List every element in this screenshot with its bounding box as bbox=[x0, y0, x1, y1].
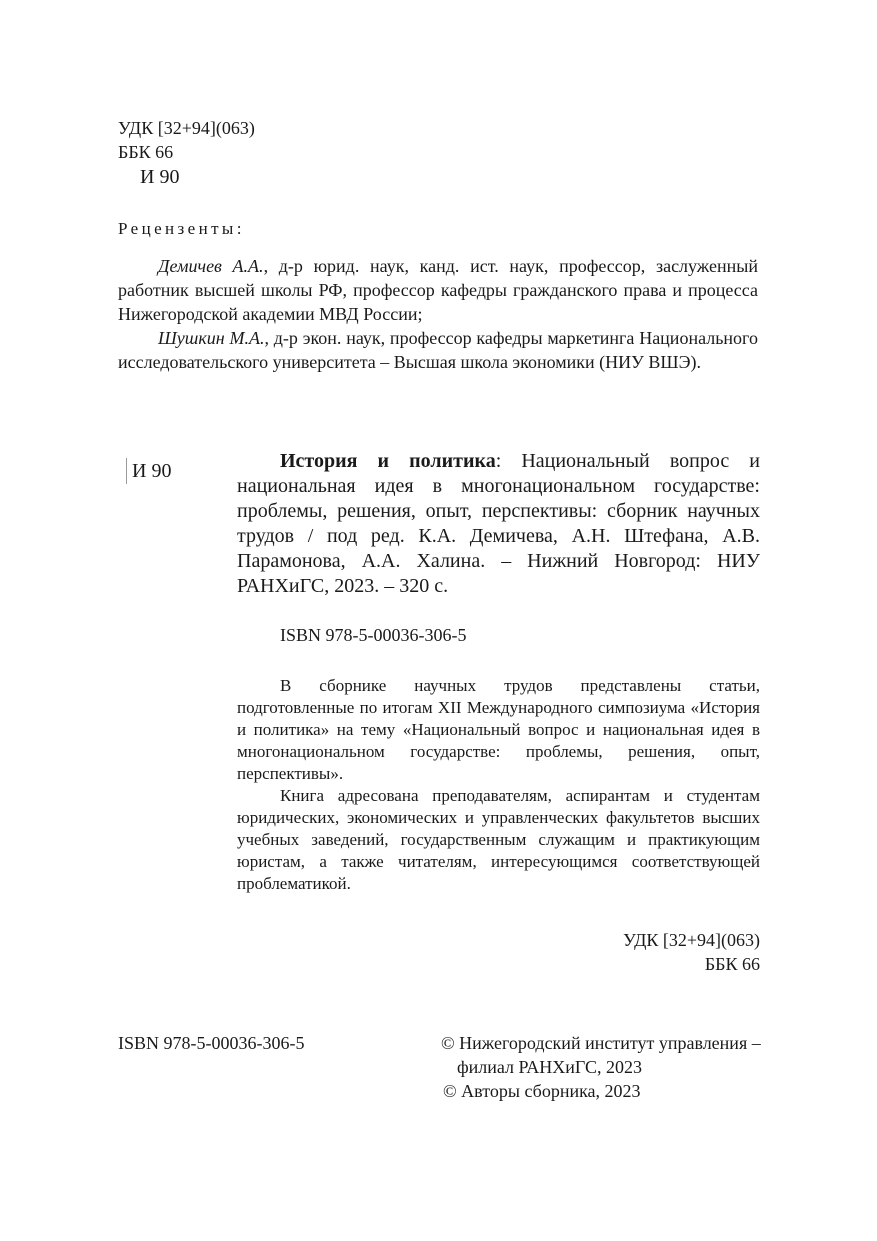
annotation bbox=[237, 675, 760, 895]
reviewer-entry bbox=[118, 254, 758, 326]
udk-block-top bbox=[118, 116, 418, 164]
classification-author-mark: И 90 bbox=[126, 458, 171, 484]
book-description: : Национальный вопрос и национальная идея в многонациональном государстве: проблемы, решения, опыт, перспективы: сборник научных трудов / под ред. К.А. Демичева, А.Н. Штефана, А.В. Парамонова, А.А. Халина. – Нижний Новгород: НИУ РАНХиГС, 2023. – 320 с. bbox=[237, 450, 760, 597]
annotation-paragraph: Книга адресована преподавателям, аспирантам и студентам юридических, экономических и управленческих факультетов высших учебных заведений, государственным служащим и практикующим юристам, а также читателям, интересующимся соответствующей проблематикой. bbox=[237, 786, 760, 893]
annotation-paragraph: В сборнике научных трудов представлены статьи, подготовленные по итогам XII Международного симпозиума «История и политика» на тему «Национальный вопрос и национальная идея в многонациональном государстве: проблемы, решения, опыт, перспективы». bbox=[237, 676, 760, 783]
isbn-footer: ISBN 978-5-00036-306-5 bbox=[118, 1033, 305, 1053]
bbk-code: ББК 66 bbox=[704, 954, 760, 974]
udk-code: УДК [32+94](063) bbox=[623, 930, 760, 950]
bibliographic-record bbox=[237, 449, 760, 599]
bbk-code: ББК 66 bbox=[118, 142, 174, 162]
reviewer-entry bbox=[118, 326, 758, 374]
reviewer-name: Шушкин М.А. bbox=[158, 328, 265, 348]
isbn-record: ISBN 978-5-00036-306-5 bbox=[280, 625, 467, 645]
copyright-authors: © Авторы сборника, 2023 bbox=[443, 1081, 641, 1101]
reviewers-heading: Рецензенты: bbox=[118, 219, 245, 238]
reviewers-list bbox=[118, 254, 758, 374]
reviewer-description: , д-р экон. наук, профессор кафедры маркетинга Национального исследовательского университета – Высшая школа экономики (НИУ ВШЭ). bbox=[118, 328, 758, 372]
udk-block-bottom bbox=[480, 928, 760, 976]
reviewer-description: , д-р юрид. наук, канд. ист. наук, профессор, заслуженный работник высшей школы РФ, профессор кафедры гражданского права и процесса Нижегородской академии МВД России; bbox=[118, 256, 758, 324]
copyright-institution: © Нижегородский институт управления – bbox=[441, 1033, 761, 1053]
reviewer-name: Демичев А.А. bbox=[158, 256, 264, 276]
udk-code: УДК [32+94](063) bbox=[118, 118, 255, 138]
copyright-block bbox=[441, 1031, 771, 1103]
author-mark: И 90 bbox=[140, 166, 180, 188]
book-title: История и политика bbox=[280, 450, 496, 472]
copyright-institution-line-2: филиал РАНХиГС, 2023 bbox=[457, 1057, 643, 1077]
